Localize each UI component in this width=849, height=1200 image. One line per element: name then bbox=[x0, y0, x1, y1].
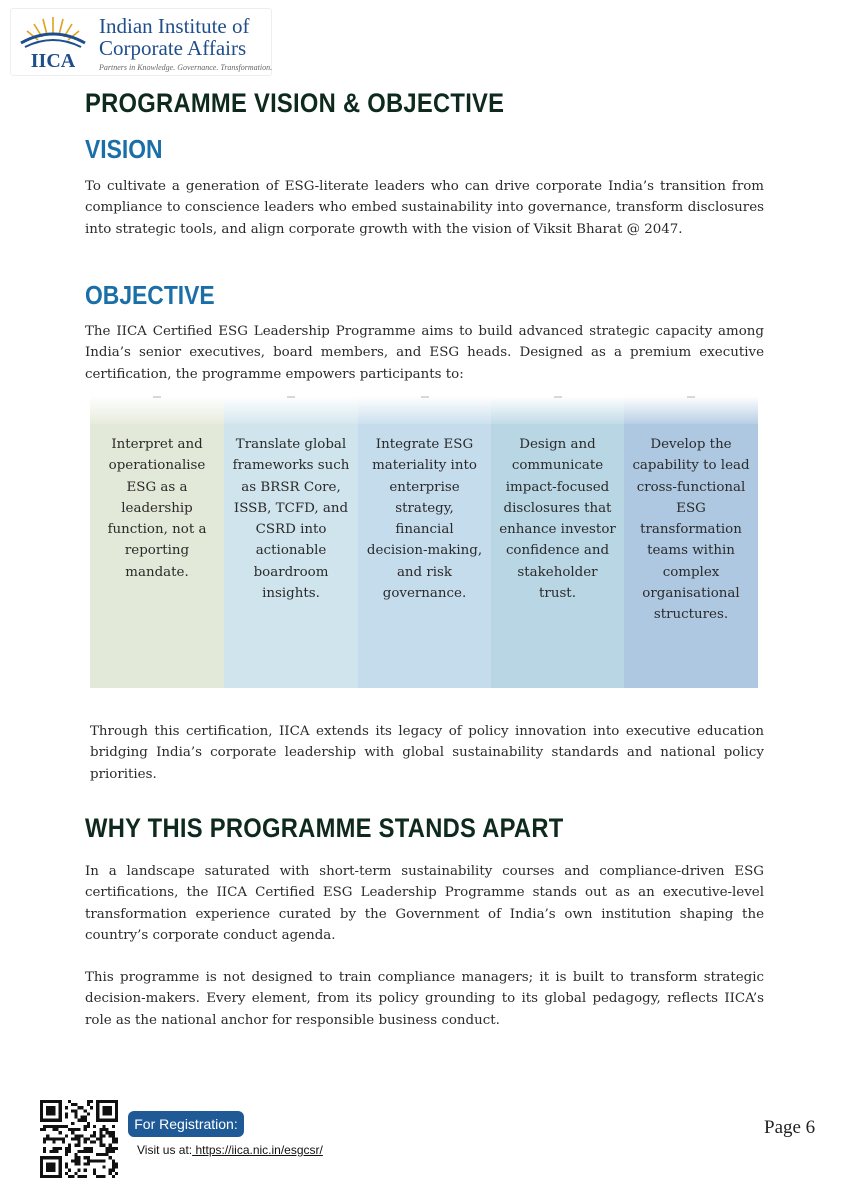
objective-card-2 bbox=[224, 424, 358, 688]
logo-tagline: Partners in Knowledge. Governance. Transformation. bbox=[99, 63, 273, 72]
objective-card-text: Design and communicate impact-focused disclosures that enhance investor confidence and stakeholder trust. bbox=[499, 437, 616, 602]
objective-text: The IICA Certified ESG Leadership Programme aims to build advanced strategic capacity among India’s senior executives, board members, and ESG heads. Designed as a premium executive certification, the programme empowers participants to: bbox=[85, 324, 764, 382]
objective-card-text: Translate global frameworks such as BRSR Core, ISSB, TCFD, and CSRD into actionable boardroom insights. bbox=[232, 437, 350, 602]
visit-label: Visit us at: bbox=[137, 1143, 193, 1157]
iica-emblem-text: IICA bbox=[30, 50, 76, 71]
iica-emblem-icon bbox=[17, 13, 89, 71]
objective-card-5 bbox=[624, 424, 758, 688]
logo-name-line1: Indian Institute of bbox=[99, 14, 250, 38]
registration-link[interactable]: https://iica.nic.in/esgcsr/ bbox=[192, 1143, 323, 1157]
objective-card-4 bbox=[491, 424, 624, 688]
iica-logo bbox=[10, 8, 272, 76]
registration-label: For Registration: bbox=[128, 1111, 244, 1137]
objective-card-text: Integrate ESG materiality into enterprise strategy, financial decision-making, and risk governance. bbox=[366, 437, 483, 602]
logo-name-line2: Corporate Affairs bbox=[99, 36, 247, 60]
section-title-vision-objective: PROGRAMME VISION & OBJECTIVE bbox=[85, 88, 505, 118]
objective-card-1 bbox=[90, 424, 224, 688]
section-title-stands-apart: WHY THIS PROGRAMME STANDS APART bbox=[85, 813, 564, 843]
objective-card-3 bbox=[358, 424, 491, 688]
stands-apart-para-1: In a landscape saturated with short-term sustainability courses and compliance-driven ESG certifications, the IICA Certified ESG Leadership Programme stands out as an executive-level transformation experience curated by the Government of India’s own institution shaping the country’s corporate conduct agenda. bbox=[85, 864, 764, 943]
vision-text: To cultivate a generation of ESG-literate leaders who can drive corporate India’s transition from compliance to conscience leaders who embed sustainability into governance, transform disclosures into strategic tools, and align corporate growth with the vision of Viksit Bharat @ 2047. bbox=[85, 179, 764, 237]
registration-qr-code[interactable] bbox=[40, 1100, 118, 1178]
objective-card-text: Develop the capability to lead cross-functional ESG transformation teams within complex organisational structures. bbox=[632, 437, 750, 623]
stands-apart-para-2: This programme is not designed to train compliance managers; it is built to transform strategic decision-makers. Every element, from its policy grounding to its global pedagogy, reflects IICA’s role as the national anchor for responsible business conduct. bbox=[85, 970, 764, 1028]
page-number: Page 6 bbox=[764, 1117, 816, 1138]
objective-heading: OBJECTIVE bbox=[85, 280, 215, 310]
visit-line bbox=[137, 1143, 323, 1157]
objective-cards bbox=[90, 396, 758, 688]
closing-text: Through this certification, IICA extends its legacy of policy innovation into executive education bridging India’s corporate leadership with global sustainability standards and national policy priorities. bbox=[90, 724, 764, 782]
objective-card-text: Interpret and operationalise ESG as a leadership function, not a reporting mandate. bbox=[107, 437, 207, 580]
vision-heading: VISION bbox=[85, 134, 163, 164]
